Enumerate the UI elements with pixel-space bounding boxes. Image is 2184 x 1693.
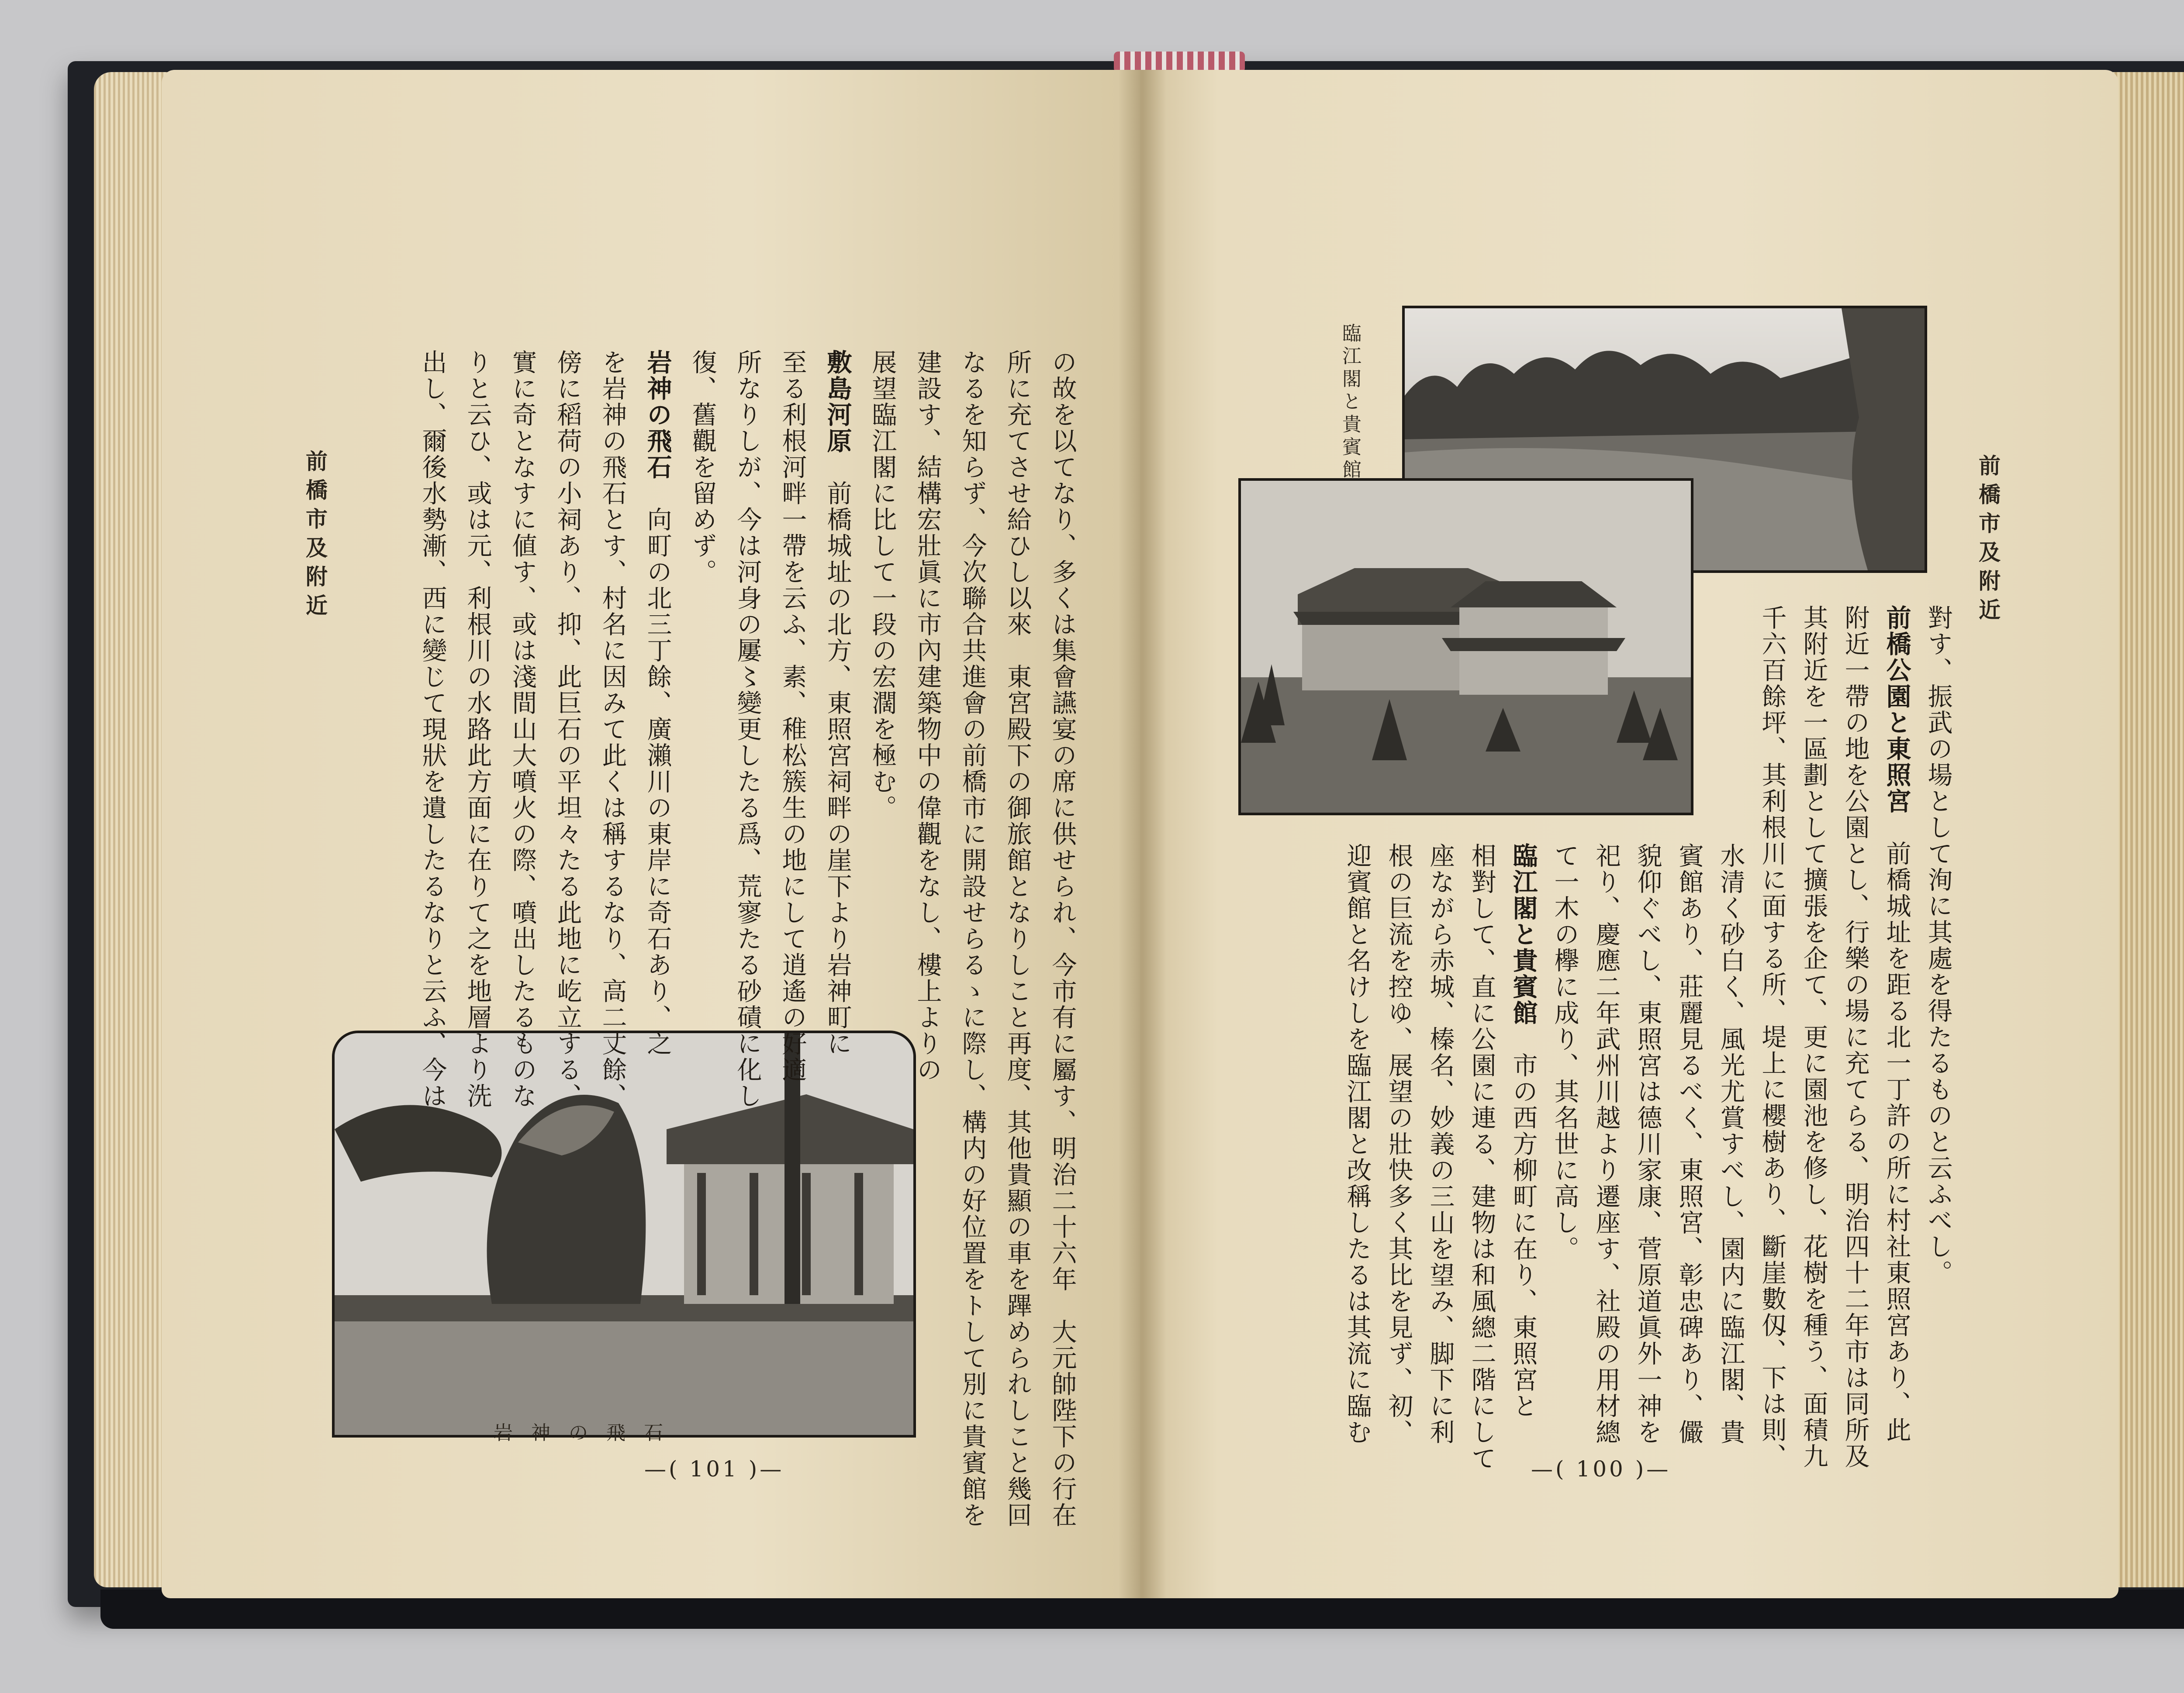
- section-heading: 前橋公園と東照宮: [1882, 605, 1911, 814]
- section-body: 市の西方柳町に在り、東照宮と: [1509, 1026, 1538, 1419]
- section-body: 前橋城址の北方、東照宮祠畔の崖下より岩神町に: [823, 454, 852, 1057]
- text-column: 座ながら赤城、榛名、妙義の三山を望み、脚下に利: [1426, 843, 1455, 1445]
- text-column: 所なりしが、今は河身の屢〻變更したる爲、荒寥たる砂磧に化し: [733, 349, 762, 1109]
- text-column: 至る利根河畔一帶を云ふ、素、稚松簇生の地にして逍遙の好適: [778, 349, 807, 1083]
- text-column: て一木の欅に成り、其名世に高し。: [1550, 843, 1579, 1262]
- text-column: りと云ひ、或は元、利根川の水路此方面に在りて之を地層より洗: [463, 349, 492, 1109]
- text-column: 水清く砂白く、風光尤賞すべし、園内に臨江閣、貴: [1716, 843, 1745, 1445]
- text-column: 千六百餘坪、其利根川に面する所、堤上に櫻樹あり、斷崖數仭、下は則、: [1758, 605, 1787, 1469]
- text-column: を岩神の飛石とす、村名に因みて此くは稱するなり、高二丈餘、: [598, 349, 627, 1109]
- text-column: なるを知らず、今次聯合共進會の前橋市に開設せらるゝに際し、構内の好位置をトして別に貴賓館を: [958, 349, 987, 1528]
- left-photo-caption: 岩神の飛石: [494, 1422, 681, 1444]
- right-running-header: 前橋市及附近: [1975, 454, 2001, 627]
- text-column: 所に充てさせ給ひし以來 東宮殿下の御旅館となりしこと再度、其他貴顯の車を蹕められしこと幾回: [1003, 349, 1032, 1528]
- book-gutter: [1118, 70, 1166, 1598]
- text-column: 相對して、直に公園に連る、建物は和風總二階にして: [1467, 843, 1496, 1472]
- text-column: [815, 349, 860, 1057]
- right-page-number: —( 100 )—: [1531, 1456, 1671, 1482]
- section-heading: 岩神の飛石: [643, 349, 672, 480]
- text-column: [635, 349, 680, 1057]
- building-photo-image: [1241, 481, 1691, 813]
- section-body: 前橋城址を距る北一丁許の所に村社東照宮あり、此: [1882, 814, 1911, 1443]
- text-column: の故を以てなり、多くは集會讌宴の席に供せられ、今市有に屬す、明治二十六年 大元帥陛下の行在: [1048, 349, 1077, 1528]
- text-column: 貌仰ぐべし、東照宮は德川家康、菅原道眞外一神を: [1633, 843, 1662, 1445]
- right-page-edges: [2112, 72, 2184, 1587]
- text-column: 建設す、結構宏壯眞に市內建築物中の偉觀をなし、樓上よりの: [913, 349, 942, 1083]
- section-heading: 臨江閣と貴賓館: [1509, 843, 1538, 1026]
- text-column: 出し、爾後水勢漸、西に變じて現狀を遺したるなりと云ふ、今は: [418, 349, 447, 1109]
- right-photo-caption: 臨江閣と貴賓館: [1339, 323, 1361, 482]
- text-column: 賓館あり、莊麗見るべく、東照宮、彰忠碑あり、儼: [1675, 843, 1704, 1445]
- text-column: 祀り、慶應二年武州川越より遷座す、社殿の用材總: [1592, 843, 1621, 1445]
- section-heading: 敷島河原: [823, 349, 852, 454]
- left-page-number: —( 101 )—: [644, 1456, 784, 1482]
- text-column: 附近一帶の地を公園とし、行樂の場に充てらる、明治四十二年市は同所及: [1841, 605, 1870, 1469]
- left-page-edges: [94, 72, 173, 1587]
- text-column: 傍に稻荷の小祠あり、抑、此巨石の平坦々たる此地に屹立する、: [553, 349, 582, 1109]
- text-column: 其附近を一區劃として擴張を企て、更に園池を修し、花樹を種う、面積九: [1799, 605, 1828, 1469]
- text-column: 對す、振武の場として洵に其處を得たるものと云ふべし。: [1924, 605, 1952, 1286]
- left-running-header: 前橋市及附近: [302, 450, 328, 623]
- photo-building: [1238, 478, 1693, 815]
- headband-ribbon: [1114, 52, 1245, 72]
- text-column: 迎賓館と名けしを臨江閣と改稱したるは其流に臨む: [1343, 843, 1372, 1445]
- text-column: [1500, 843, 1545, 1419]
- text-column: 實に奇となすに値す、或は淺間山大噴火の際、噴出したるものな: [508, 349, 537, 1109]
- text-column: 復、舊觀を留めず。: [688, 349, 717, 585]
- text-column: 展望臨江閣に比して一段の宏濶を極む。: [868, 349, 897, 821]
- text-column: 根の巨流を控ゆ、展望の壯快多く其比を見ず、初、: [1384, 843, 1413, 1445]
- text-column: [1874, 605, 1919, 1443]
- section-body: 向町の北三丁餘、廣瀨川の東岸に奇石あり、之: [643, 480, 672, 1057]
